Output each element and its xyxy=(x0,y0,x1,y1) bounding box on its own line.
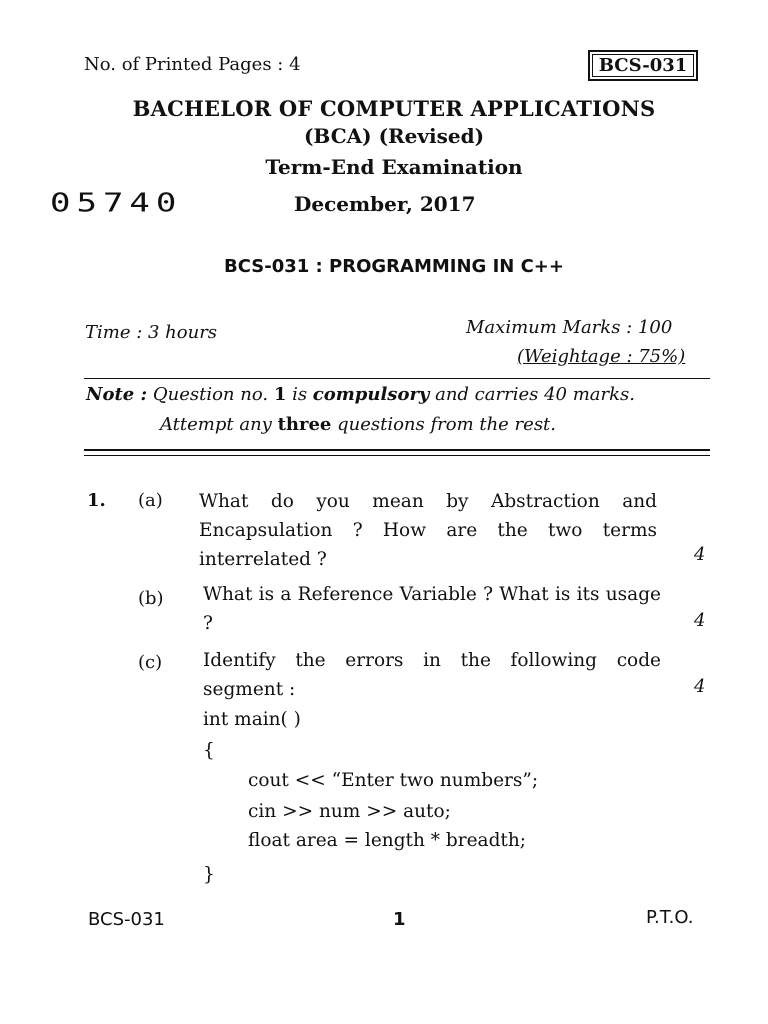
question-part-label: (a) xyxy=(138,490,163,511)
degree-title: BACHELOR OF COMPUTER APPLICATIONS xyxy=(132,96,656,121)
serial-number: 05740 xyxy=(50,188,183,218)
course-title: BCS-031 : PROGRAMMING IN C++ xyxy=(224,256,564,277)
weightage: (Weightage : 75%) xyxy=(517,346,686,367)
note-three: three xyxy=(277,414,332,435)
note-text: questions from the rest. xyxy=(331,414,557,435)
code-line: { xyxy=(203,740,215,761)
divider-rule xyxy=(84,378,710,379)
code-line: cin >> num >> auto; xyxy=(248,801,451,822)
program-title: (BCA) (Revised) xyxy=(303,124,485,148)
question-marks: 4 xyxy=(694,544,706,565)
divider-double-rule xyxy=(84,449,710,451)
code-line: cout << “Enter two numbers”; xyxy=(248,770,539,791)
footer-pto: P.T.O. xyxy=(646,907,694,928)
note-question-number: 1 xyxy=(273,384,287,405)
code-line: int main( ) xyxy=(203,709,301,730)
question-part-label: (b) xyxy=(138,588,164,609)
note-label: Note : xyxy=(86,384,148,405)
footer-paper-code: BCS-031 xyxy=(88,909,165,930)
paper-code-box xyxy=(588,50,698,81)
note-line-1 xyxy=(86,384,635,405)
exam-time: Time : 3 hours xyxy=(85,322,218,343)
printed-pages-count: No. of Printed Pages : 4 xyxy=(84,54,301,75)
note-text: Question no. xyxy=(147,384,274,405)
maximum-marks: Maximum Marks : 100 xyxy=(466,317,673,338)
question-marks: 4 xyxy=(694,676,706,697)
question-text: What is a Reference Variable ? What is its usage ? xyxy=(203,584,661,634)
question-marks: 4 xyxy=(694,610,706,631)
divider-double-rule xyxy=(84,455,710,456)
exam-date: December, 2017 xyxy=(294,192,476,216)
note-text: Attempt any xyxy=(160,414,278,435)
question-number: 1. xyxy=(87,490,106,511)
note-text: and carries 40 marks. xyxy=(429,384,635,405)
code-line: float area = length * breadth; xyxy=(248,830,527,851)
note-text: is xyxy=(286,384,313,405)
code-line: } xyxy=(203,864,215,885)
footer-page-number: 1 xyxy=(393,909,406,930)
paper-code: BCS-031 xyxy=(598,55,688,76)
note-compulsory: compulsory xyxy=(312,384,430,405)
question-text: What do you mean by Abstraction and Encapsulation ? How are the two terms interrelated ? xyxy=(199,491,657,570)
question-part-label: (c) xyxy=(138,652,163,673)
exam-type: Term-End Examination xyxy=(265,155,523,179)
note-line-2 xyxy=(160,414,556,435)
question-text: Identify the errors in the following code segment : xyxy=(203,650,661,700)
